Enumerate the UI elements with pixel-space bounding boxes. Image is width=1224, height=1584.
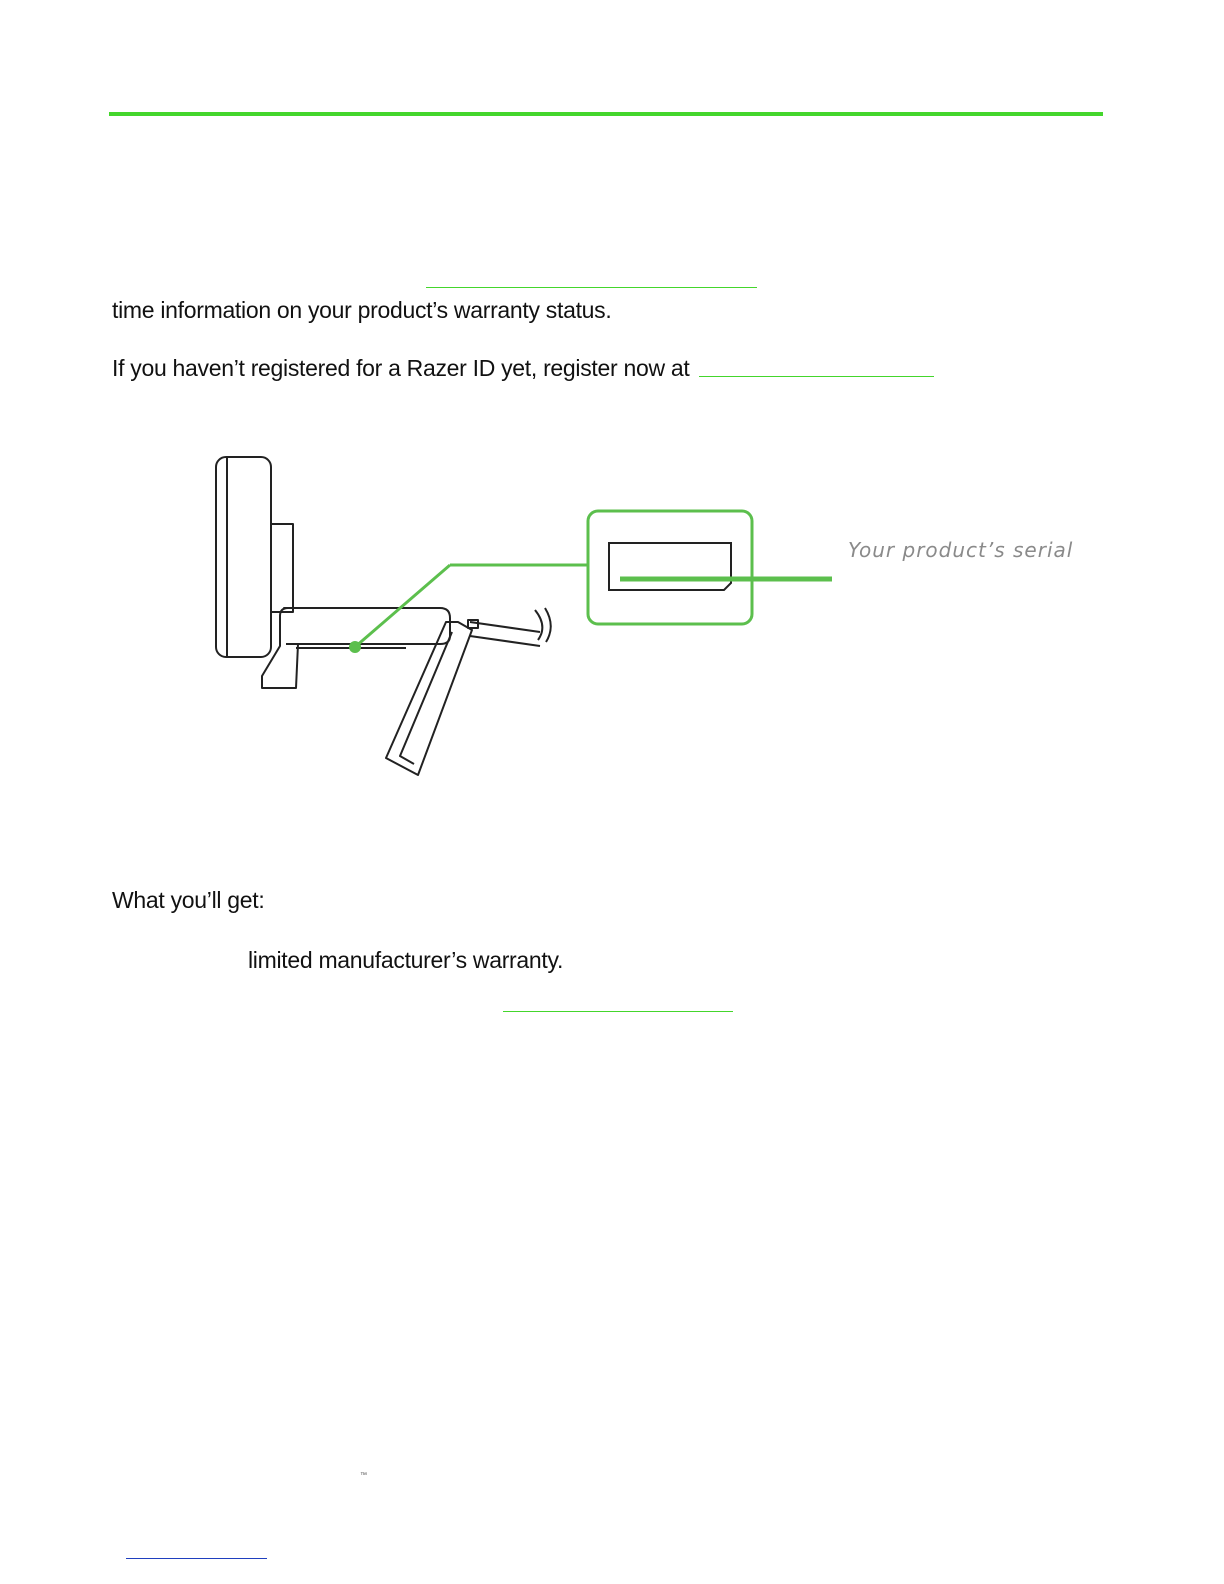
warranty-benefit-text: limited manufacturer’s warranty. (248, 947, 564, 973)
warranty-status-link[interactable] (426, 287, 757, 288)
serial-callout-box (588, 511, 752, 624)
serial-caption: Your product’s serial (848, 538, 1074, 562)
callout-leader-line (355, 565, 450, 647)
warranty-info-text: time information on your product’s warranty status. (112, 297, 612, 323)
trademark-symbol: ™ (360, 1472, 367, 1479)
webcam-body (216, 457, 271, 657)
serial-label-sticker (609, 543, 731, 590)
what-you-get-heading: What you’ll get: (112, 887, 265, 913)
register-text: If you haven’t registered for a Razer ID yet, register now at (112, 355, 690, 381)
webcam-cable (470, 622, 540, 646)
razer-id-link[interactable] (699, 376, 934, 377)
serial-location-dot (349, 641, 361, 653)
webcam-serial-location-illustration (200, 440, 860, 785)
footer-link[interactable] (126, 1558, 267, 1559)
benefit-link[interactable] (503, 1011, 733, 1012)
header-accent-rule (109, 112, 1103, 116)
webcam-back-plate (271, 524, 293, 612)
